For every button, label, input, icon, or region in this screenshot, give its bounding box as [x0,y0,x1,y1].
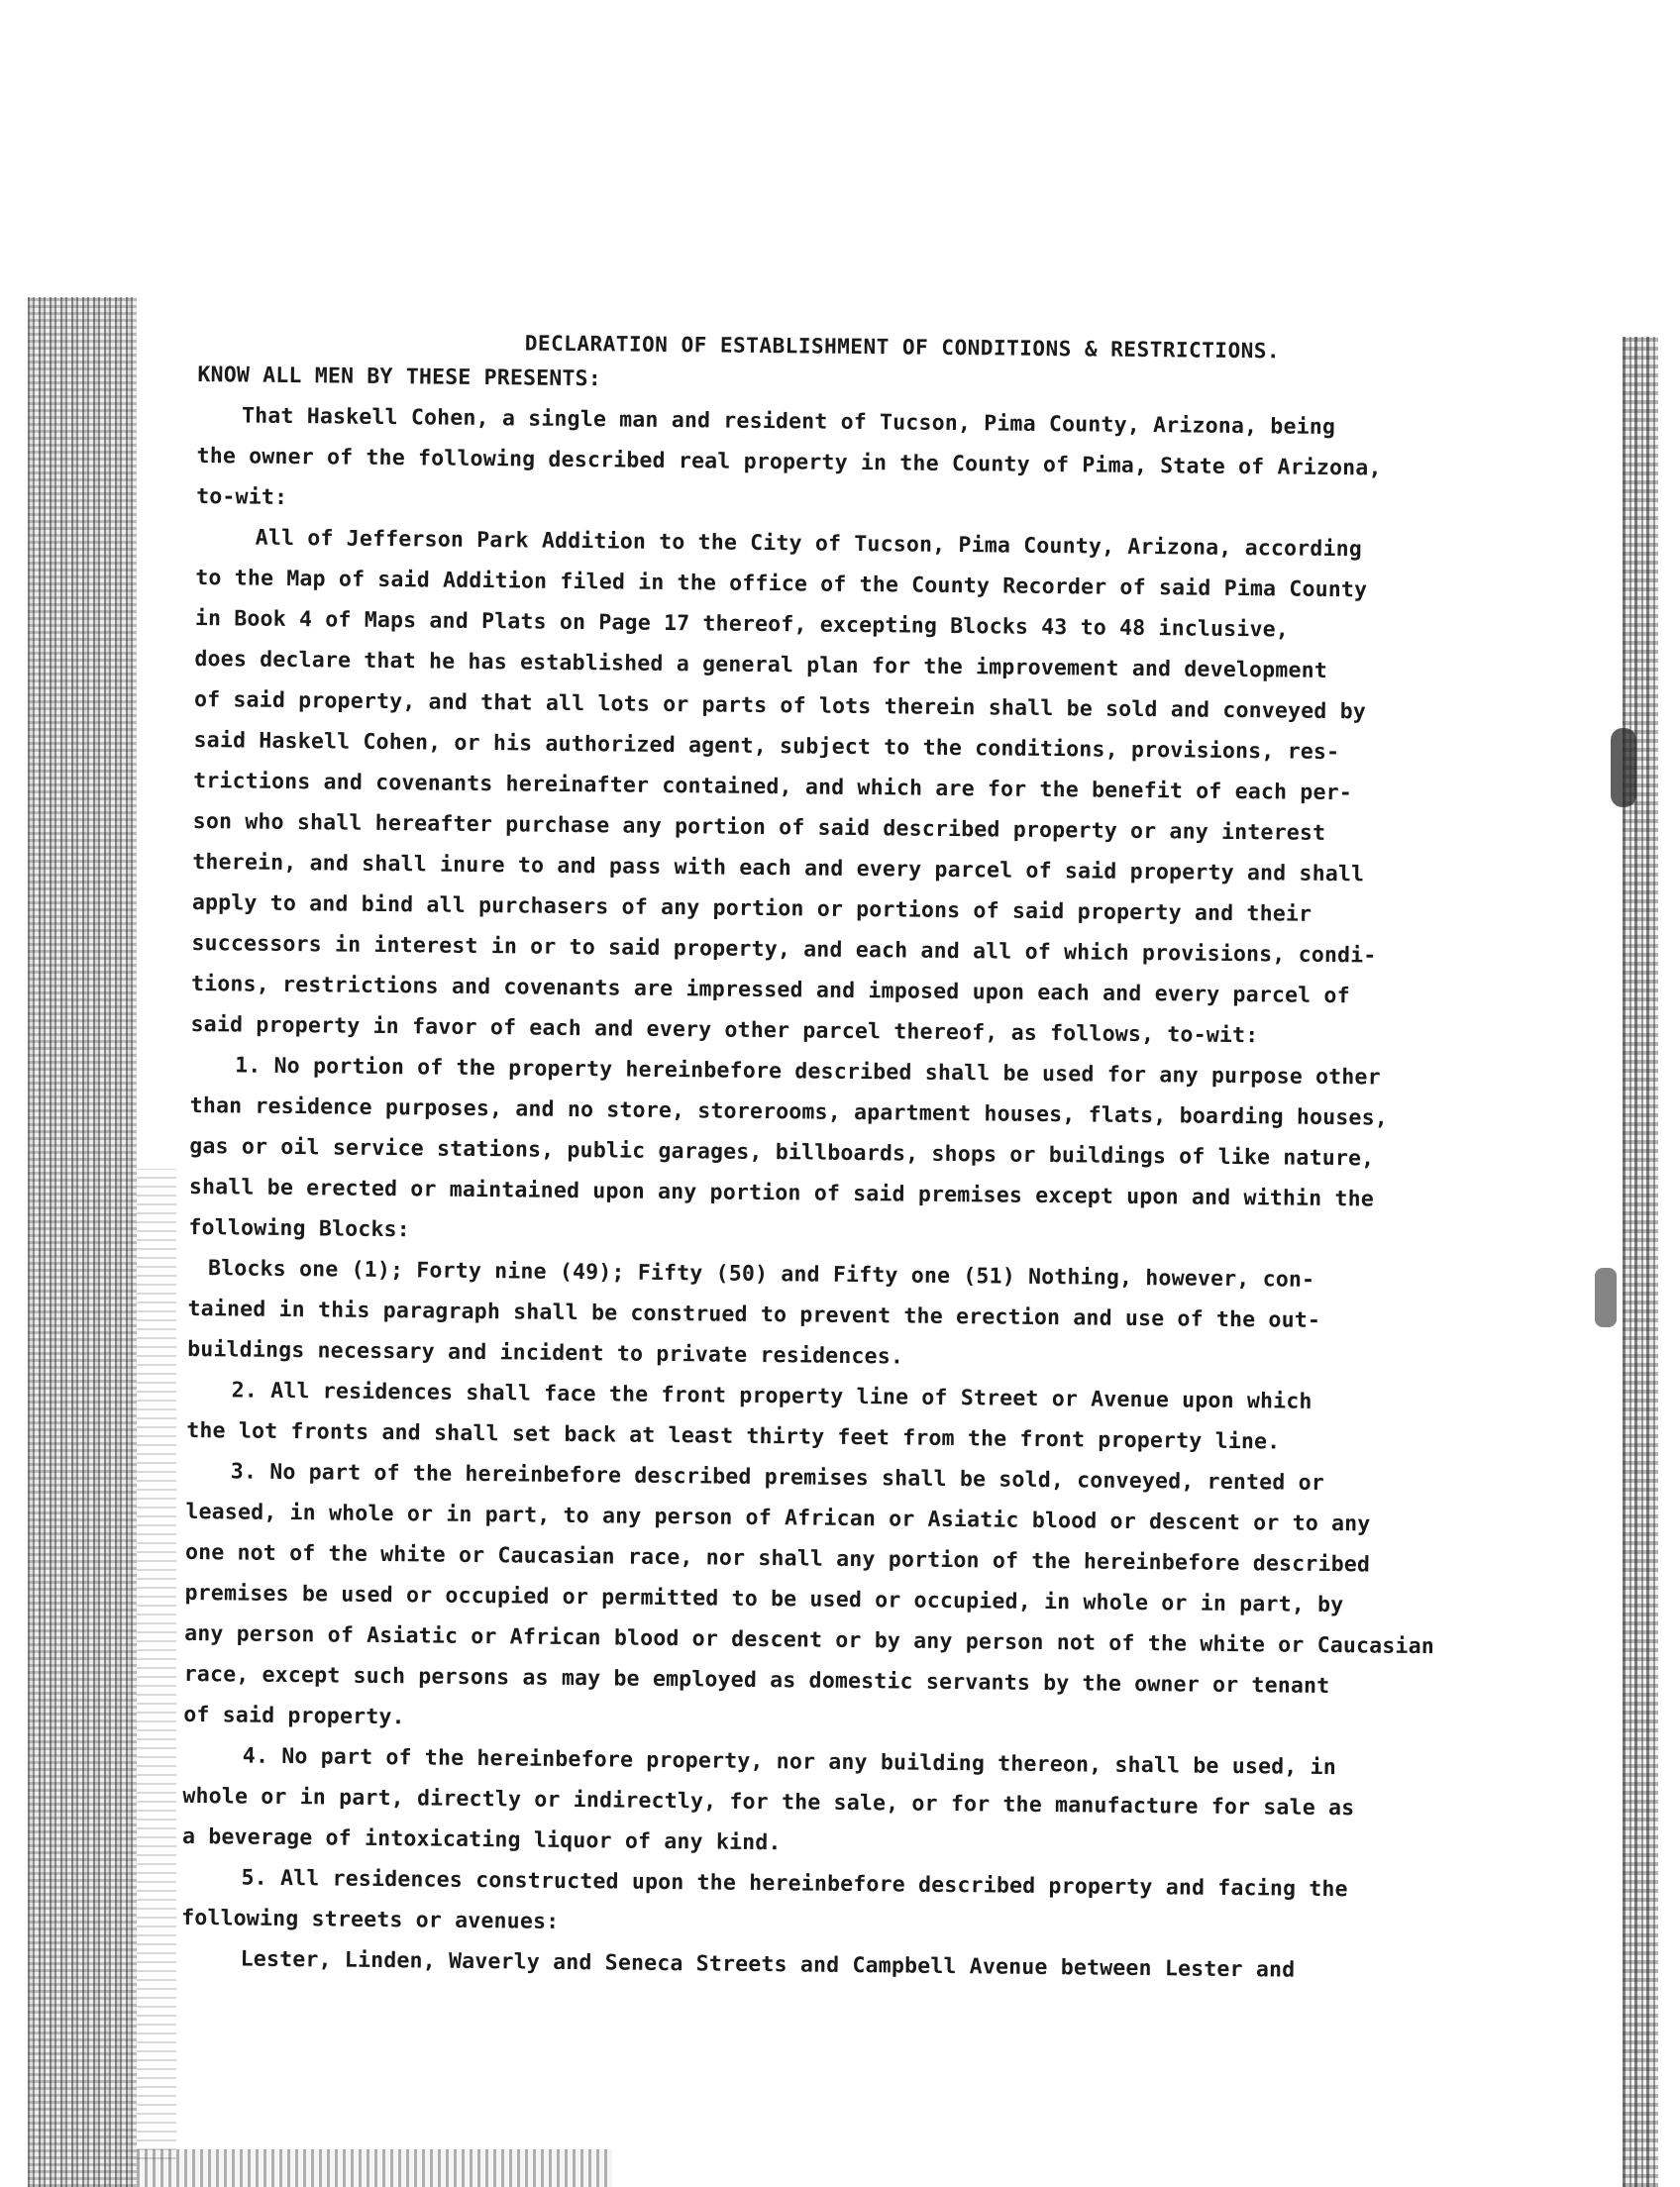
text-line: does declare that he has established a general plan for the improvement and development [194,646,1328,683]
text-line: race, except such persons as may be employed as domestic servants by the owner or tenant [183,1661,1330,1700]
text-line: in Book 4 of Maps and Plats on Page 17 thereof, excepting Blocks 43 to 48 inclusive, [194,605,1290,643]
text-line: shall be erected or maintained upon any portion of said premises except upon and within the [188,1174,1375,1212]
text-line: trictions and covenants hereinafter contained, and which are for the benefit of each per- [193,768,1353,806]
document-body [179,325,1486,2161]
text-line: whole or in part, directly or indirectly, for the sale, or for the manufacture for sale as [182,1783,1355,1822]
text-line: a beverage of intoxicating liquor of any kind. [181,1823,782,1856]
text-line: to the Map of said Addition filed in the office of the County Recorder of said Pima County [195,565,1368,603]
text-line: gas or oil service stations, public garages, billboards, shops or buildings of like nature, [189,1133,1375,1172]
scan-edge-right [1623,337,1658,2187]
text-line: than residence purposes, and no store, storerooms, apartment houses, flats, boarding houses, [189,1093,1389,1131]
text-line: That Haskell Cohen, a single man and resident of Tucson, Pima County, Arizona, being [241,403,1336,441]
text-line: leased, in whole or in part, to any person of African or Asiatic blood or descent or to any [185,1499,1371,1537]
text-line: to-wit: [196,483,288,510]
text-line: 2. All residences shall face the front property line of Street or Avenue upon which [231,1378,1312,1414]
text-line: buildings necessary and incident to private residences. [187,1336,904,1370]
text-line: of said property. [183,1702,405,1730]
text-line: tained in this paragraph shall be construed to prevent the erection and use of the out- [187,1296,1321,1333]
text-line: one not of the white or Caucasian race, nor shall any portion of the hereinbefore described [184,1539,1371,1578]
text-line: successors in interest in or to said property, and each and all of which provisions, condi- [191,930,1377,969]
text-line: premises be used or occupied or permitted to be used or occupied, in whole or in part, by [184,1580,1344,1618]
text-line: 3. No part of the hereinbefore described premises shall be sold, conveyed, rented or [230,1459,1325,1496]
text-line: said property in favor of each and every other parcel thereof, as follows, to-wit: [190,1011,1259,1049]
text-line: Lester, Linden, Waverly and Seneca Streets and Campbell Avenue between Lester and [240,1946,1296,1983]
text-line: said Haskell Cohen, or his authorized agent, subject to the conditions, provisions, res- [193,727,1340,766]
text-line: of said property, and that all lots or parts of lots therein shall be sold and conveyed by [193,686,1367,725]
text-line: the lot fronts and shall set back at least thirty feet from the front property line. [186,1417,1281,1455]
text-line: son who shall hereafter purchase any portion of said described property or any interest [192,808,1326,846]
scan-edge-left [28,297,137,2187]
text-line: 5. All residences constructed upon the hereinbefore described property and facing the [241,1865,1348,1903]
binder-clip-mark [1611,728,1636,807]
text-line: 1. No portion of the property hereinbefore described shall be used for any purpose other [235,1053,1381,1091]
text-line: Blocks one (1); Forty nine (49); Fifty (50) and Fifty one (51) Nothing, however, con- [207,1256,1315,1293]
text-line: apply to and bind all purchasers of any portion or portions of said property and their [191,889,1312,927]
text-line: All of Jefferson Park Addition to the City of Tucson, Pima County, Arizona, according [255,525,1363,563]
text-line: KNOW ALL MEN BY THESE PRESENTS: [197,362,602,392]
scan-edge-bottom [137,2149,612,2187]
text-line: any person of Asiatic or African blood or descent or by any person not of the white or Caucasian [184,1620,1435,1660]
text-line: the owner of the following described real property in the County of Pima, State of Arizona, [196,443,1382,481]
text-line: tions, restrictions and covenants are impressed and imposed upon each and every parcel of [190,971,1350,1009]
document-title: DECLARATION OF ESTABLISHMENT OF CONDITIONS & RESTRICTIONS. [524,331,1281,364]
text-line: following Blocks: [188,1214,411,1243]
text-line: therein, and shall inure to and pass with each and every parcel of said property and shall [192,849,1365,887]
binder-clip-mark [1595,1268,1617,1327]
scan-edge-left-inner [137,1169,176,2159]
text-line: 4. No part of the hereinbefore property, nor any building thereon, shall be used, in [242,1743,1337,1781]
text-line: following streets or avenues: [181,1905,560,1934]
